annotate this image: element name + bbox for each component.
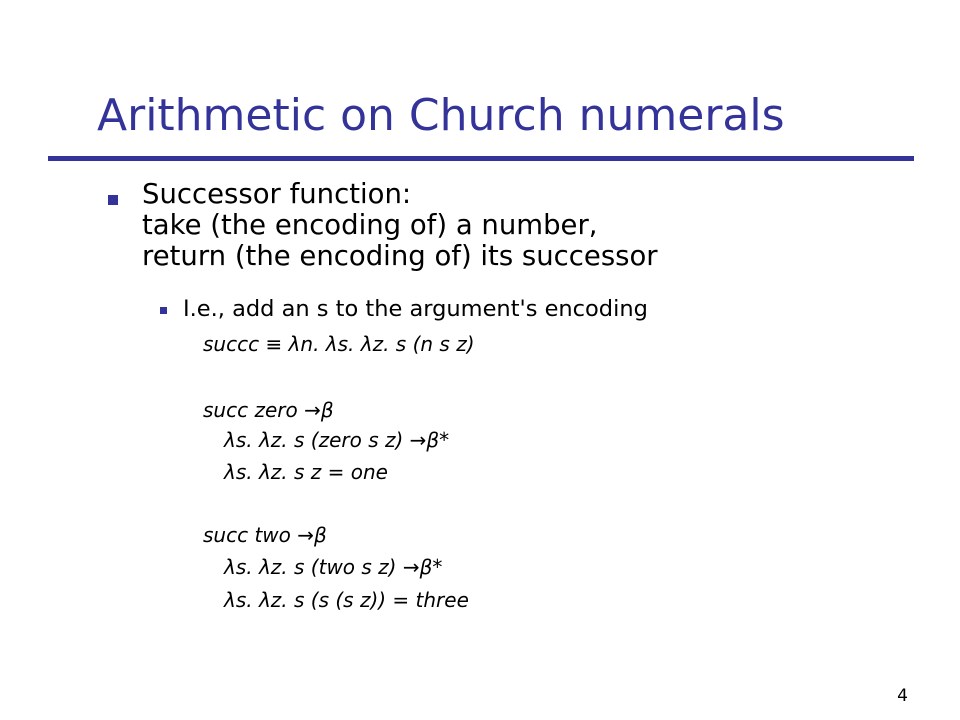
page-number: 4 <box>897 686 908 706</box>
slide-title: Arithmetic on Church numerals <box>97 90 785 141</box>
bullet-line-3: return (the encoding of) its successor <box>142 240 658 272</box>
title-divider <box>48 156 914 161</box>
sub-bullet-text: I.e., add an s to the argument's encoding <box>183 296 648 322</box>
sub-bullet-square-icon <box>160 307 167 314</box>
succ-definition-line: succc ≡ λn. λs. λz. s (n s z) <box>203 332 475 356</box>
succ-zero-step-1: λs. λz. s (zero s z) →β* <box>224 428 450 452</box>
succ-two-line: succ two →β <box>203 523 327 547</box>
succ-two-result: λs. λz. s (s (s z)) = three <box>224 588 469 612</box>
bullet-line-1: Successor function: <box>142 178 412 210</box>
succ-zero-line: succ zero →β <box>203 398 334 422</box>
main-bullet-text <box>142 179 658 272</box>
succ-zero-result: λs. λz. s z = one <box>224 460 388 484</box>
bullet-square-icon <box>108 195 118 205</box>
bullet-line-2: take (the encoding of) a number, <box>142 209 598 241</box>
succ-two-step-1: λs. λz. s (two s z) →β* <box>224 555 443 579</box>
